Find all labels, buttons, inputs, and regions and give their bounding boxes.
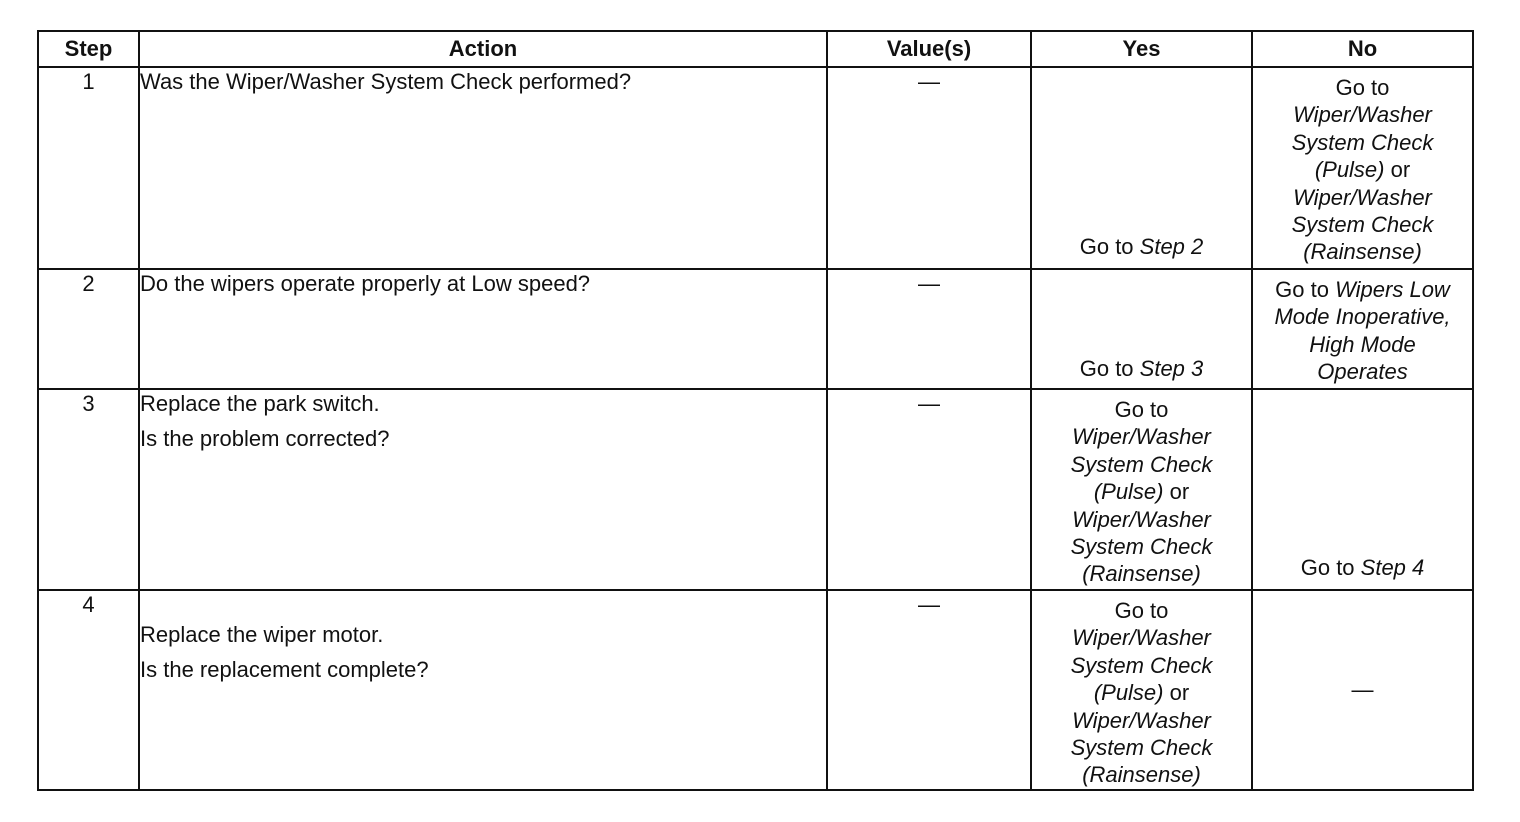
- table-row: [38, 269, 1473, 389]
- no-cell: [1252, 67, 1473, 269]
- header-row: [38, 31, 1473, 67]
- step-number: 4: [38, 590, 139, 790]
- no-cell: [1252, 389, 1473, 590]
- action-question: Is the replacement complete?: [140, 657, 429, 683]
- yes-or: or: [1163, 479, 1190, 505]
- action-cell: [139, 67, 827, 269]
- yes-cell: [1031, 67, 1252, 269]
- yes-link-step[interactable]: Step 2: [1139, 233, 1204, 259]
- action-text: Was the Wiper/Washer System Check performed?: [140, 69, 632, 94]
- diagnostic-table: [37, 30, 1474, 791]
- header-no: No: [1252, 31, 1473, 67]
- step-number: 2: [38, 269, 139, 389]
- value-cell: —: [827, 67, 1031, 269]
- action-cell: [139, 590, 827, 790]
- no-link-rainsense[interactable]: Wiper/Washer System Check (Rainsense): [1291, 184, 1434, 265]
- action-cell: [139, 269, 827, 389]
- table-row: [38, 389, 1473, 590]
- no-link-wipers-low-mode[interactable]: Wipers Low Mode Inoperative, High Mode Operates: [1274, 277, 1451, 385]
- yes-link-step[interactable]: Step 3: [1139, 355, 1204, 381]
- table-row: [38, 590, 1473, 790]
- yes-link-pulse[interactable]: Wiper/Washer System Check (Pulse): [1070, 424, 1213, 505]
- no-prefix: Go to: [1335, 75, 1390, 100]
- yes-or: or: [1163, 680, 1190, 706]
- header-action: Action: [139, 31, 827, 67]
- yes-prefix: Go to: [1114, 598, 1169, 623]
- yes-prefix: Go to: [1079, 233, 1140, 259]
- no-link-step[interactable]: Step 4: [1360, 554, 1425, 580]
- no-prefix: Go to: [1275, 277, 1336, 302]
- no-cell: —: [1252, 590, 1473, 790]
- yes-prefix: Go to: [1114, 397, 1169, 422]
- yes-cell: [1031, 389, 1252, 590]
- step-number: 1: [38, 67, 139, 269]
- header-yes: Yes: [1031, 31, 1252, 67]
- no-prefix: Go to: [1300, 554, 1361, 580]
- table-row: [38, 67, 1473, 269]
- yes-link-rainsense[interactable]: Wiper/Washer System Check (Rainsense): [1070, 707, 1213, 788]
- yes-cell: [1031, 269, 1252, 389]
- no-link-pulse[interactable]: Wiper/Washer System Check (Pulse): [1291, 102, 1434, 183]
- action-text: Replace the wiper motor.: [140, 622, 384, 647]
- header-values: Value(s): [827, 31, 1031, 67]
- no-or: or: [1384, 157, 1411, 183]
- value-cell: —: [827, 389, 1031, 590]
- yes-link-rainsense[interactable]: Wiper/Washer System Check (Rainsense): [1070, 506, 1213, 587]
- yes-cell: [1031, 590, 1252, 790]
- action-text: Do the wipers operate properly at Low speed?: [140, 271, 591, 296]
- action-question: Is the problem corrected?: [140, 426, 390, 452]
- yes-prefix: Go to: [1079, 355, 1140, 381]
- value-cell: —: [827, 590, 1031, 790]
- action-cell: [139, 389, 827, 590]
- header-step: Step: [38, 31, 139, 67]
- yes-link-pulse[interactable]: Wiper/Washer System Check (Pulse): [1070, 625, 1213, 706]
- value-cell: —: [827, 269, 1031, 389]
- action-text: Replace the park switch.: [140, 391, 380, 416]
- step-number: 3: [38, 389, 139, 590]
- no-cell: [1252, 269, 1473, 389]
